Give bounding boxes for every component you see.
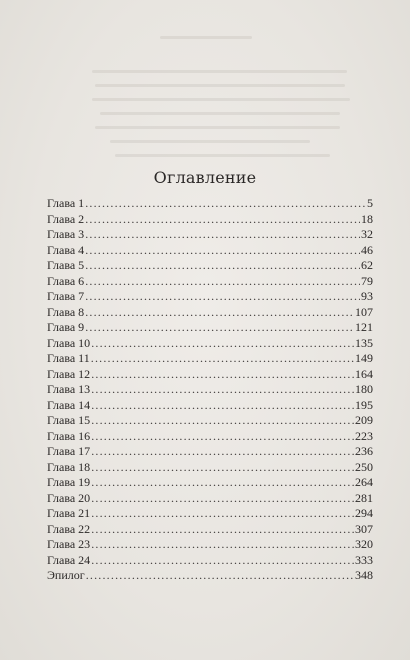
toc-chapter-label: Глава 6 xyxy=(47,273,85,288)
toc-chapter-label: Глава 15 xyxy=(47,413,91,427)
toc-chapter-label: Глава 3 xyxy=(47,227,85,241)
dot-leader xyxy=(91,491,354,507)
toc-page-number: 333 xyxy=(355,552,373,567)
toc-row xyxy=(47,413,373,429)
dot-leader xyxy=(91,537,354,553)
dot-leader xyxy=(91,460,354,476)
toc-chapter-label: Глава 2 xyxy=(47,211,85,226)
toc-chapter-label: Глава 17 xyxy=(47,444,91,458)
toc-chapter-label: Глава 24 xyxy=(47,552,91,567)
dot-leader xyxy=(85,305,354,321)
toc-page-number: 62 xyxy=(361,258,373,272)
toc-row xyxy=(47,336,373,352)
toc-row xyxy=(47,305,373,321)
toc-chapter-label: Глава 21 xyxy=(47,506,91,520)
toc-row xyxy=(47,553,373,569)
dot-leader xyxy=(91,351,354,367)
table-of-contents xyxy=(47,196,373,584)
dot-leader xyxy=(85,227,360,243)
toc-page-number: 320 xyxy=(355,537,373,551)
toc-row xyxy=(47,274,373,290)
dot-leader xyxy=(91,444,354,460)
toc-row xyxy=(47,289,373,305)
toc-chapter-label: Глава 20 xyxy=(47,490,91,505)
toc-chapter-label: Глава 1 xyxy=(47,196,85,210)
toc-row xyxy=(47,212,373,228)
toc-chapter-label: Глава 22 xyxy=(47,521,91,536)
toc-chapter-label: Глава 5 xyxy=(47,258,85,272)
toc-row xyxy=(47,351,373,367)
toc-chapter-label: Глава 8 xyxy=(47,304,85,319)
dot-leader xyxy=(91,367,354,383)
dot-leader xyxy=(85,196,366,212)
toc-row xyxy=(47,320,373,336)
toc-chapter-label: Глава 18 xyxy=(47,459,91,474)
toc-row xyxy=(47,227,373,243)
toc-page-number: 121 xyxy=(355,320,373,334)
toc-page-number: 195 xyxy=(355,397,373,412)
toc-row xyxy=(47,196,373,212)
dot-leader xyxy=(91,506,354,522)
toc-page-number: 294 xyxy=(355,506,373,520)
toc-row xyxy=(47,367,373,383)
dot-leader xyxy=(85,243,360,259)
toc-chapter-label: Глава 7 xyxy=(47,289,85,303)
toc-row xyxy=(47,460,373,476)
toc-page-number: 18 xyxy=(361,211,373,226)
toc-chapter-label: Глава 10 xyxy=(47,335,91,350)
toc-row xyxy=(47,382,373,398)
toc-page-number: 209 xyxy=(355,413,373,427)
toc-chapter-label: Глава 11 xyxy=(47,351,90,365)
dot-leader xyxy=(86,568,354,584)
toc-row xyxy=(47,258,373,274)
toc-row xyxy=(47,475,373,491)
toc-row xyxy=(47,522,373,538)
toc-row xyxy=(47,398,373,414)
dot-leader xyxy=(85,289,360,305)
toc-page-number: 5 xyxy=(367,196,373,210)
dot-leader xyxy=(85,212,360,228)
toc-page-number: 149 xyxy=(355,351,373,365)
toc-page-number: 107 xyxy=(355,304,373,319)
toc-page-number: 307 xyxy=(355,521,373,536)
toc-chapter-label: Глава 16 xyxy=(47,428,91,443)
toc-page-number: 93 xyxy=(361,289,373,303)
toc-page-number: 180 xyxy=(355,382,373,396)
toc-chapter-label: Глава 14 xyxy=(47,397,91,412)
toc-page-number: 236 xyxy=(355,444,373,458)
toc-page-number: 46 xyxy=(361,242,373,257)
toc-row xyxy=(47,243,373,259)
toc-row xyxy=(47,537,373,553)
dot-leader xyxy=(91,522,354,538)
toc-page-number: 164 xyxy=(355,366,373,381)
toc-chapter-label: Глава 4 xyxy=(47,242,85,257)
toc-page-number: 135 xyxy=(355,335,373,350)
page-title: Оглавление xyxy=(153,168,257,187)
toc-chapter-label: Глава 23 xyxy=(47,537,91,551)
dot-leader xyxy=(91,382,354,398)
toc-chapter-label: Глава 12 xyxy=(47,366,91,381)
toc-chapter-label: Глава 9 xyxy=(47,320,85,334)
toc-row xyxy=(47,444,373,460)
toc-chapter-label: Эпилог xyxy=(47,568,85,582)
dot-leader xyxy=(91,413,354,429)
toc-page-number: 250 xyxy=(355,459,373,474)
dot-leader xyxy=(91,429,354,445)
toc-page-number: 264 xyxy=(355,475,373,489)
toc-page-number: 79 xyxy=(361,273,373,288)
dot-leader xyxy=(91,475,354,491)
dot-leader xyxy=(91,398,354,414)
toc-page-number: 281 xyxy=(355,490,373,505)
toc-row xyxy=(47,429,373,445)
toc-row xyxy=(47,491,373,507)
dot-leader xyxy=(85,274,360,290)
toc-row xyxy=(47,568,373,584)
dot-leader xyxy=(85,258,360,274)
toc-page-number: 32 xyxy=(361,227,373,241)
dot-leader xyxy=(91,336,354,352)
toc-chapter-label: Глава 13 xyxy=(47,382,91,396)
toc-page-number: 348 xyxy=(355,568,373,582)
toc-chapter-label: Глава 19 xyxy=(47,475,91,489)
dot-leader xyxy=(85,320,354,336)
toc-page-number: 223 xyxy=(355,428,373,443)
dot-leader xyxy=(91,553,354,569)
toc-row xyxy=(47,506,373,522)
